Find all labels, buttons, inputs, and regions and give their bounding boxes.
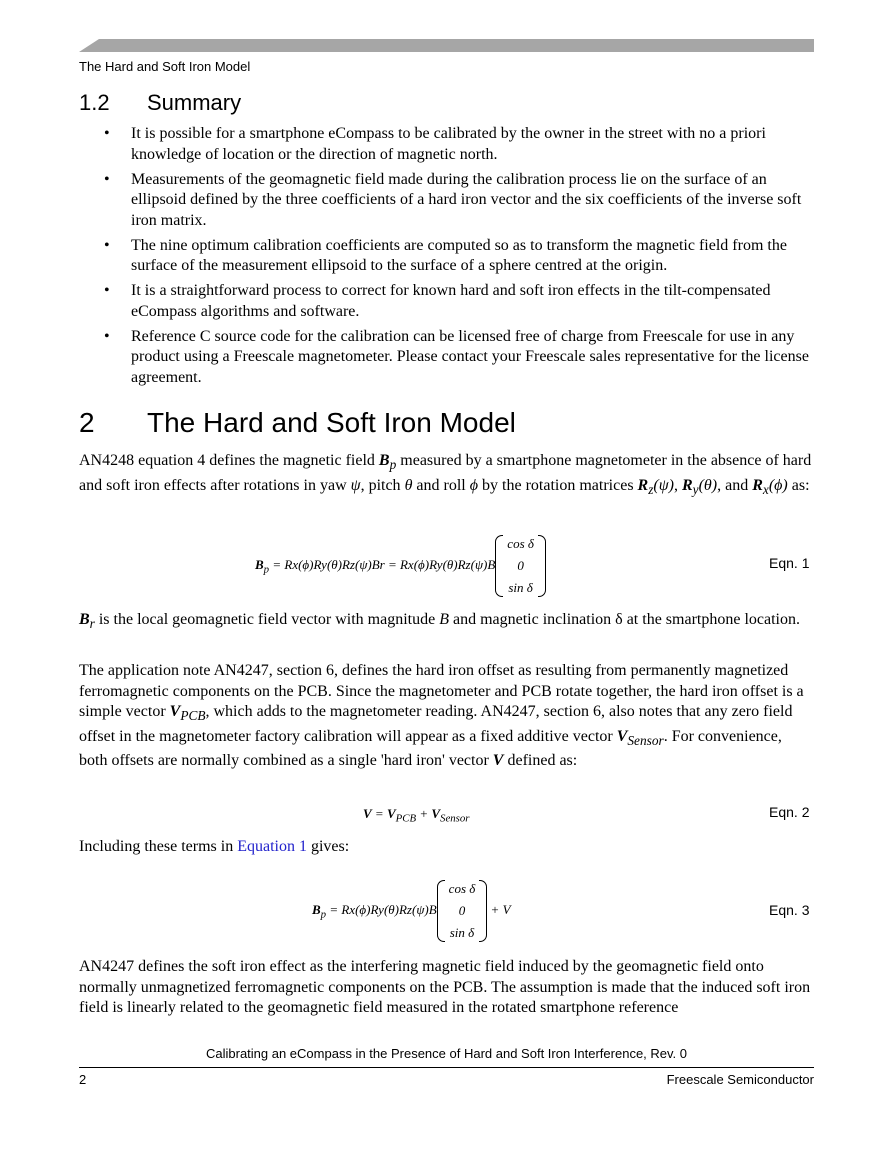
symbol-arg: (θ) xyxy=(698,476,718,494)
eq-text: = Rx(ϕ)Ry(θ)Rz(ψ)B xyxy=(326,901,437,917)
equation-2 xyxy=(363,806,470,825)
bullet-icon: • xyxy=(104,282,110,299)
paragraph-br xyxy=(79,610,814,635)
bullet-text: It is a straightforward process to correct for known hard and soft iron effects in the tilt-compensated eCompass algorithms and software. xyxy=(131,282,771,320)
subscript: r xyxy=(89,616,95,632)
eq-body xyxy=(269,557,495,572)
vector-entry: 0 xyxy=(458,903,466,918)
running-header: The Hard and Soft Iron Model xyxy=(79,59,251,74)
list-item xyxy=(79,327,814,389)
text-run: by the rotation matrices xyxy=(478,476,638,494)
symbol-r: R xyxy=(637,476,649,494)
symbol-v: V xyxy=(169,703,181,720)
vector-entry: 0 xyxy=(517,558,524,573)
text-run: , and xyxy=(717,476,753,494)
subscript: y xyxy=(692,481,699,497)
footer-document-title: Calibrating an eCompass in the Presence of Hard and Soft Iron Interference, Rev. 0 xyxy=(205,1046,688,1061)
list-item xyxy=(79,124,814,165)
bullet-text: The nine optimum calibration coefficients are computed so as to transform the magnetic field from the surface of the measurement ellipsoid to the surface of a sphere centred at the origin. xyxy=(131,236,787,274)
bullet-icon: • xyxy=(104,327,110,345)
vector-entry: cos δ xyxy=(448,881,476,896)
bullet-icon: • xyxy=(104,236,110,254)
vector-entry: cos δ xyxy=(507,536,534,551)
eq-subscript: PCB xyxy=(395,812,417,825)
equation-number: Eqn. 3 xyxy=(769,902,810,918)
symbol-r: R xyxy=(752,476,763,494)
paragraph-hard-iron xyxy=(79,661,814,772)
subscript: p xyxy=(389,457,397,473)
section-number: 2 xyxy=(79,407,95,438)
list-item xyxy=(79,236,814,277)
subscript: x xyxy=(762,481,769,497)
eq-symbol: B xyxy=(255,556,264,572)
equation-number: Eqn. 2 xyxy=(769,804,810,820)
text-run: AN4248 equation 4 defines the magnetic field xyxy=(79,452,379,469)
subscript: Sensor xyxy=(627,732,664,748)
section-title: The Hard and Soft Iron Model xyxy=(147,407,516,438)
eq-symbol: B xyxy=(312,901,321,917)
section-title: Summary xyxy=(147,90,242,115)
text-run: . For convenience, both offsets are normally combined as a single 'hard iron' vector xyxy=(79,727,782,770)
section-heading-2 xyxy=(79,407,516,439)
paragraph-including xyxy=(79,837,814,858)
vector-entry: sin δ xyxy=(508,580,533,595)
bullet-text: Measurements of the geomagnetic field made during the calibration process lie on the surface of an ellipsoid defined by the three coefficients of a hard iron vector and the six coefficients of the inverse soft iron matrix. xyxy=(131,170,802,229)
eq-text: = R xyxy=(269,556,293,572)
list-item xyxy=(79,170,814,232)
list-item xyxy=(79,281,814,322)
text-run: , which adds to the magnetometer reading. AN4247, section 6, also notes that any zero field offset in the magnetometer factory calibration will appear as a fixed additive vector xyxy=(79,703,793,745)
paragraph-intro xyxy=(79,451,814,500)
text-run: , pitch xyxy=(360,476,405,494)
eq-text: x(ϕ)Ry(θ)Rz(ψ)Br = Rx(ϕ)Ry(θ)Rz(ψ)B xyxy=(292,556,496,572)
text-run: , xyxy=(674,476,682,494)
footer-divider xyxy=(79,1067,814,1068)
eq-subscript: p xyxy=(320,908,327,921)
equation-1-link[interactable]: Equation 1 xyxy=(237,838,307,855)
text-run: The application note AN4247, section 6, defines the hard iron offset as resulting from permanently magnetized ferromagnetic components on the PCB. Since the magnetometer and PCB rotate together, the hard iron offset is a simple vector xyxy=(79,662,804,720)
symbol-b: B xyxy=(439,611,449,628)
symbol-br: B xyxy=(79,611,90,628)
page-number: 2 xyxy=(79,1072,87,1087)
bullet-icon: • xyxy=(104,170,110,188)
text-run: is the local geomagnetic field vector with magnitude xyxy=(94,611,440,628)
symbol-arg: (ϕ) xyxy=(768,476,788,494)
symbol-arg: (ψ) xyxy=(653,476,674,494)
eq-text: = xyxy=(371,806,387,821)
bullet-icon: • xyxy=(104,125,110,142)
symbol-psi: ψ xyxy=(350,476,361,494)
paragraph-soft-iron: AN4247 defines the soft iron effect as the interfering magnetic field induced by the geomagnetic field onto normally unmagnetized ferromagnetic components on the PCB. The assumption is made that the induced soft iron field is linearly related to the geomagnetic field measured in the rotated smartphone reference xyxy=(79,958,811,1016)
text-run: Including these terms in xyxy=(79,838,238,855)
equation-3 xyxy=(312,878,511,944)
eq-text: + xyxy=(416,806,432,821)
text-run: and roll xyxy=(412,476,470,494)
eq-subscript: Sensor xyxy=(440,812,470,825)
equation-1 xyxy=(255,533,546,599)
eq-symbol: V xyxy=(431,806,441,821)
text-run: and magnetic inclination δ at the smartphone location. xyxy=(448,611,800,628)
section-heading-1-2 xyxy=(79,90,241,116)
text-run: defined as: xyxy=(503,752,578,770)
header-bar xyxy=(79,39,814,52)
bullet-text: It is possible for a smartphone eCompass to be calibrated by the owner in the street with no a priori knowledge of location or the direction of magnetic north. xyxy=(131,125,766,163)
symbol-bp: B xyxy=(378,452,390,469)
symbol-phi: ϕ xyxy=(469,476,479,494)
summary-bullet-list xyxy=(79,124,814,393)
symbol-r: R xyxy=(682,476,693,494)
footer-company: Freescale Semiconductor xyxy=(666,1072,814,1087)
text-run: as: xyxy=(787,476,810,494)
column-vector xyxy=(495,533,546,599)
symbol-v: V xyxy=(616,727,628,745)
vector-entry: sin δ xyxy=(449,925,475,940)
bullet-text: Reference C source code for the calibration can be licensed free of charge from Freescale for use in any product using a Freescale magnetometer. Please contact your Freescale sales representative for the license agreement. xyxy=(131,327,809,386)
text-run: measured by a smartphone magnetometer in the absence of hard and soft iron effects after rotations in yaw xyxy=(79,452,812,494)
equation-number: Eqn. 1 xyxy=(769,555,810,571)
symbol-v: V xyxy=(492,752,504,770)
eq-text: + V xyxy=(487,901,511,917)
symbol-theta: θ xyxy=(404,476,413,494)
eq-symbol: V xyxy=(363,806,372,821)
text-run: gives: xyxy=(306,838,350,855)
section-number: 1.2 xyxy=(79,90,110,115)
eq-symbol: V xyxy=(386,806,396,821)
subscript: z xyxy=(648,481,654,497)
eq-subscript: p xyxy=(263,563,270,576)
column-vector xyxy=(437,878,488,944)
subscript: PCB xyxy=(180,708,206,724)
